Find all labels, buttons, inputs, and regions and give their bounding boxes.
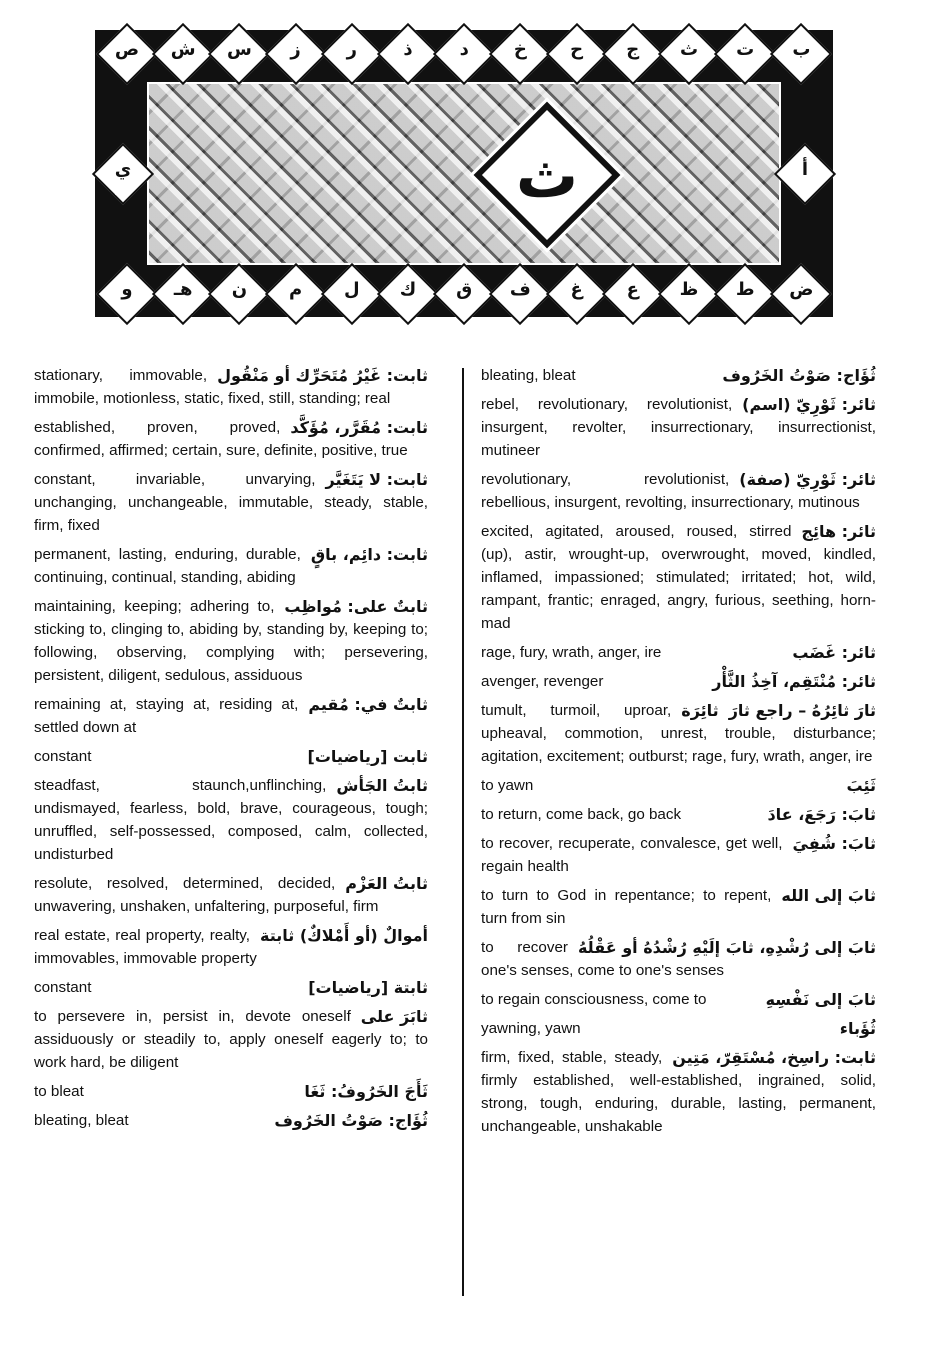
english-gloss: excited, agitated, aroused, roused, stirred (up), astir, wrought-up, overwrought, moved, kindled, inflamed, impassioned; stimulated; irritated; hot, wild, rampant, frantic; enraged, angry, furious, seething, horn-mad	[481, 523, 876, 632]
letter-tile[interactable]: ف	[509, 279, 531, 300]
letter-tile[interactable]: ث	[679, 39, 699, 60]
letter-page-number: ٢١٧	[794, 66, 809, 75]
english-gloss: yawning, yawn	[481, 1020, 581, 1037]
arabic-headword: ثُؤَاج: صَوْتُ الخَرُوف	[274, 1111, 428, 1130]
arabic-headword: ثائر: هائِج	[801, 522, 876, 541]
dictionary-entry	[34, 745, 428, 768]
english-gloss: to persevere in, persist in, devote oneself assiduously or steadily to, apply oneself eagerly to; to work hard, be diligent	[34, 1008, 428, 1071]
letter-tile[interactable]: ح	[570, 39, 584, 60]
dictionary-entry	[34, 595, 428, 687]
dictionary-entry	[481, 774, 876, 797]
current-letter: ث	[515, 138, 579, 212]
letter-page-number: ٨٠٩	[513, 306, 528, 315]
arabic-headword: ثُؤَاج: صَوْتُ الخَرُوف	[722, 366, 876, 385]
arabic-headword: ثُؤَباء	[839, 1019, 876, 1038]
english-gloss: to recover one's senses, come to one's senses	[481, 939, 725, 979]
dictionary-entry	[34, 1005, 428, 1074]
letter-page-number: ٥٥٩	[400, 66, 416, 75]
english-gloss: resolute, resolved, determined, decided, unwavering, unshaken, unfaltering, purposeful, firm	[34, 875, 379, 915]
letter-tile[interactable]: ص	[114, 39, 140, 60]
arabic-headword: ثابَ: رَجَعَ، عادَ	[767, 805, 876, 824]
english-gloss: firm, fixed, stable, steady, firmly established, well-established, ingrained, solid, strong, tough, enduring, durable, lasting, permanent, unchangeable, unshakable	[481, 1049, 876, 1135]
arabic-headword: ثائر: مُنْتَقِم، آخِذُ الثَّأْر	[712, 672, 876, 691]
letter-tile[interactable]: س	[226, 39, 252, 60]
dictionary-entry	[481, 1017, 876, 1040]
letter-tile[interactable]: ب	[792, 39, 811, 60]
letter-page-number: ٦١٥	[232, 66, 247, 75]
letter-page-number: ٩٠٨	[344, 306, 360, 315]
letter-page-number: ٧٠٦	[794, 306, 809, 315]
header-banner	[95, 30, 833, 317]
letter-tile[interactable]: ض	[789, 279, 814, 300]
arabic-headword: أموالٌ (أو أَمْلاكٌ) ثابتة	[259, 926, 428, 945]
letter-page-number: ١١٤٨	[229, 306, 250, 315]
dictionary-entry	[481, 641, 876, 664]
dictionary-entry	[34, 976, 428, 999]
arabic-headword: ثابتُ العَزْم	[345, 874, 428, 893]
english-gloss: bleating, bleat	[481, 367, 576, 384]
arabic-headword: ثائر: ثَوْرِيّ (اسم)	[742, 395, 876, 414]
letter-page-number: ٦٨٣	[119, 66, 135, 75]
dictionary-entry	[34, 1080, 428, 1103]
dictionary-entry	[34, 364, 428, 410]
english-gloss: to regain consciousness, come to	[481, 991, 707, 1008]
arabic-headword: ثائر: غَضَب	[792, 643, 876, 662]
arabic-headword: ثابتٌ في: مُقيم	[308, 695, 428, 714]
arabic-headword: ثابَ: شُفِيَ	[792, 834, 876, 853]
dictionary-entry	[481, 988, 876, 1011]
english-gloss: stationary, immovable, immobile, motionless, static, fixed, still, standing; real	[34, 367, 391, 407]
english-gloss: bleating, bleat	[34, 1112, 129, 1129]
column-divider	[462, 368, 464, 1296]
dictionary-entry	[481, 364, 876, 387]
dictionary-entry	[481, 832, 876, 878]
arabic-headword: ثابَ إلى الله	[781, 886, 876, 905]
letter-tile[interactable]: ع	[626, 279, 639, 300]
letter-tile[interactable]: ظ	[679, 279, 699, 300]
right-column	[481, 364, 876, 1144]
letter-tile[interactable]: ج	[626, 39, 640, 60]
left-column	[34, 364, 428, 1138]
dictionary-entry	[481, 1046, 876, 1138]
letter-page-number: ٨٨١	[400, 306, 416, 315]
arabic-headword: ثابت: دائِم، باقٍ	[310, 545, 428, 564]
dictionary-entry	[34, 543, 428, 589]
arabic-headword: ثابَرَ على	[360, 1007, 428, 1026]
arabic-headword: ثَئِبَ	[846, 776, 876, 795]
english-gloss: constant, invariable, unvarying, unchanging, unchangeable, immutable, steady, stable, firm, fixed	[34, 471, 428, 534]
letter-tile[interactable]: هـ	[173, 279, 193, 300]
dictionary-entry	[34, 872, 428, 918]
letter-tile[interactable]: ي	[114, 159, 132, 180]
letter-page-number: ٨٤٠	[456, 306, 472, 315]
letter-tile[interactable]: ز	[290, 39, 301, 60]
english-gloss: real estate, real property, realty, immovables, immovable property	[34, 927, 257, 967]
dictionary-entry	[481, 699, 876, 768]
english-gloss: to yawn	[481, 777, 534, 794]
dictionary-entry	[481, 670, 876, 693]
english-gloss: constant	[34, 748, 92, 765]
letter-page-number: ٤٤٢	[569, 66, 584, 75]
letter-page-number: ١٢٥٠	[113, 188, 133, 197]
dictionary-entry	[481, 393, 876, 462]
dictionary-entry	[34, 468, 428, 537]
arabic-headword: ثابتٌ على: مُواظِب	[284, 597, 428, 616]
letter-page-number: ٥٩٧	[344, 66, 360, 75]
dictionary-entry	[481, 468, 876, 514]
letter-tile[interactable]: ك	[399, 279, 417, 300]
english-gloss: rage, fury, wrath, anger, ire	[481, 644, 662, 661]
letter-page-number: ٤٩٨	[513, 66, 528, 75]
letter-page-number: ٦٥٦	[175, 66, 191, 75]
letter-tile[interactable]: ر	[346, 39, 357, 60]
letter-page-number: ٧١٦	[737, 306, 753, 315]
letter-tile[interactable]: ش	[170, 39, 196, 60]
letter-tile[interactable]: م	[288, 279, 303, 300]
arabic-headword: ثابَ إلى رُشْدِهِ، ثابَ إلَيْهِ رُشْدُهُ أو عَقْلُهُ	[577, 938, 876, 957]
letter-tile[interactable]: ق	[456, 279, 473, 300]
dictionary-entry	[34, 924, 428, 970]
dictionary-entry	[34, 416, 428, 462]
arabic-headword: ثابَ إلى نَفْسِهِ	[765, 990, 876, 1009]
dictionary-entry	[481, 884, 876, 930]
arabic-headword: ثَأَجَ الخَرُوفُ: ثَغَا	[304, 1082, 428, 1101]
english-gloss: to bleat	[34, 1083, 84, 1100]
letter-page-number: ٢٥٨	[737, 66, 753, 75]
letter-page-number: ٧٩١	[569, 306, 584, 315]
letter-page-number: ١٢١٦	[117, 306, 137, 315]
decorative-pattern	[147, 82, 781, 265]
letter-tile[interactable]: ذ	[403, 39, 413, 60]
dictionary-entry	[481, 936, 876, 982]
english-gloss: permanent, lasting, enduring, durable, continuing, continual, standing, abiding	[34, 546, 301, 586]
letter-tile[interactable]: د	[459, 39, 469, 60]
english-gloss: remaining at, staying at, residing at, settled down at	[34, 696, 299, 736]
arabic-headword: ثابت: راسِخ، مُسْتَقِرّ، مَتِين	[672, 1048, 876, 1067]
letter-page-number: ٦٠١	[288, 66, 303, 75]
letter-tile[interactable]: ت	[736, 39, 755, 60]
letter-page-number: ٧٤٠	[625, 306, 641, 315]
letter-tile[interactable]: أ	[801, 159, 809, 180]
arabic-headword: ثابت: غَيْرُ مُتَحَرِّك أو مَنْقُول	[217, 366, 428, 385]
letter-tile[interactable]: ن	[231, 279, 248, 300]
dictionary-entry	[34, 693, 428, 739]
letter-tile[interactable]: و	[121, 279, 133, 300]
arabic-headword: ثارَ ثائِرُهُ – راجع ثارَ	[728, 701, 876, 720]
letter-page-number: ٣٩١	[681, 66, 697, 75]
arabic-headword: ثابتُ الجَأش	[336, 776, 428, 795]
letter-tile[interactable]: ط	[735, 279, 755, 300]
english-gloss: to turn to God in repentance; to repent, turn from sin	[481, 887, 772, 927]
letter-page-number: ١٧	[800, 188, 810, 197]
english-gloss: constant	[34, 979, 92, 996]
arabic-headword: ثائِرَة	[681, 701, 719, 720]
english-gloss: revolutionary, revolutionist, rebellious, insurgent, revolting, insurrectionary, mutinous	[481, 471, 860, 511]
english-gloss: avenger, revenger	[481, 673, 604, 690]
letter-page-number: ٥٣٠	[456, 66, 472, 75]
arabic-headword: ثابتة [رياضيات]	[308, 978, 428, 997]
english-gloss: to recover, recuperate, convalesce, get well, regain health	[481, 835, 783, 875]
letter-page-number: ٧٣٦	[681, 306, 697, 315]
dictionary-entry	[481, 520, 876, 635]
letter-page-number: ٤٠٥	[625, 66, 641, 75]
dictionary-entry	[34, 1109, 428, 1132]
english-gloss: tumult, turmoil, uproar, upheaval, commotion, unrest, trouble, disturbance; agitation, excitement; outburst; rage, fury, wrath, anger, ire	[481, 702, 876, 765]
english-gloss: to return, come back, go back	[481, 806, 682, 823]
english-gloss: established, proven, proved, confirmed, affirmed; certain, sure, definite, positive, true	[34, 419, 408, 459]
english-gloss: maintaining, keeping; adhering to, sticking to, clinging to, abiding by, standing by, keeping to; following, observing, complying with; persevering, persistent, diligent, sedulous, assiduous	[34, 598, 428, 684]
english-gloss: rebel, revolutionary, revolutionist, insurgent, revolter, insurrectionary, insurrectionist, mutineer	[481, 396, 876, 459]
arabic-headword: ثابت: لا يَتَغَيَّر	[325, 470, 428, 489]
dictionary-entry	[34, 774, 428, 866]
arabic-headword: ثابت: مُقَرَّر، مُؤَكَّد	[290, 418, 428, 437]
letter-tile[interactable]: خ	[513, 39, 527, 60]
letter-page-number: ٩٣٧	[288, 306, 303, 315]
letter-tile[interactable]: غ	[570, 279, 583, 300]
dictionary-entry	[481, 803, 876, 826]
arabic-headword: ثابت [رياضيات]	[307, 747, 428, 766]
letter-tile[interactable]: ل	[343, 279, 360, 300]
english-gloss: steadfast, staunch,unflinching, undismayed, fearless, bold, brave, courageous, tough; unruffled, self-possessed, composed, calm, collected, undisturbed	[34, 777, 428, 863]
letter-page-number: ١١٩٨	[173, 306, 193, 315]
arabic-headword: ثائر: ثَوْرِيّ (صفة)	[739, 470, 876, 489]
